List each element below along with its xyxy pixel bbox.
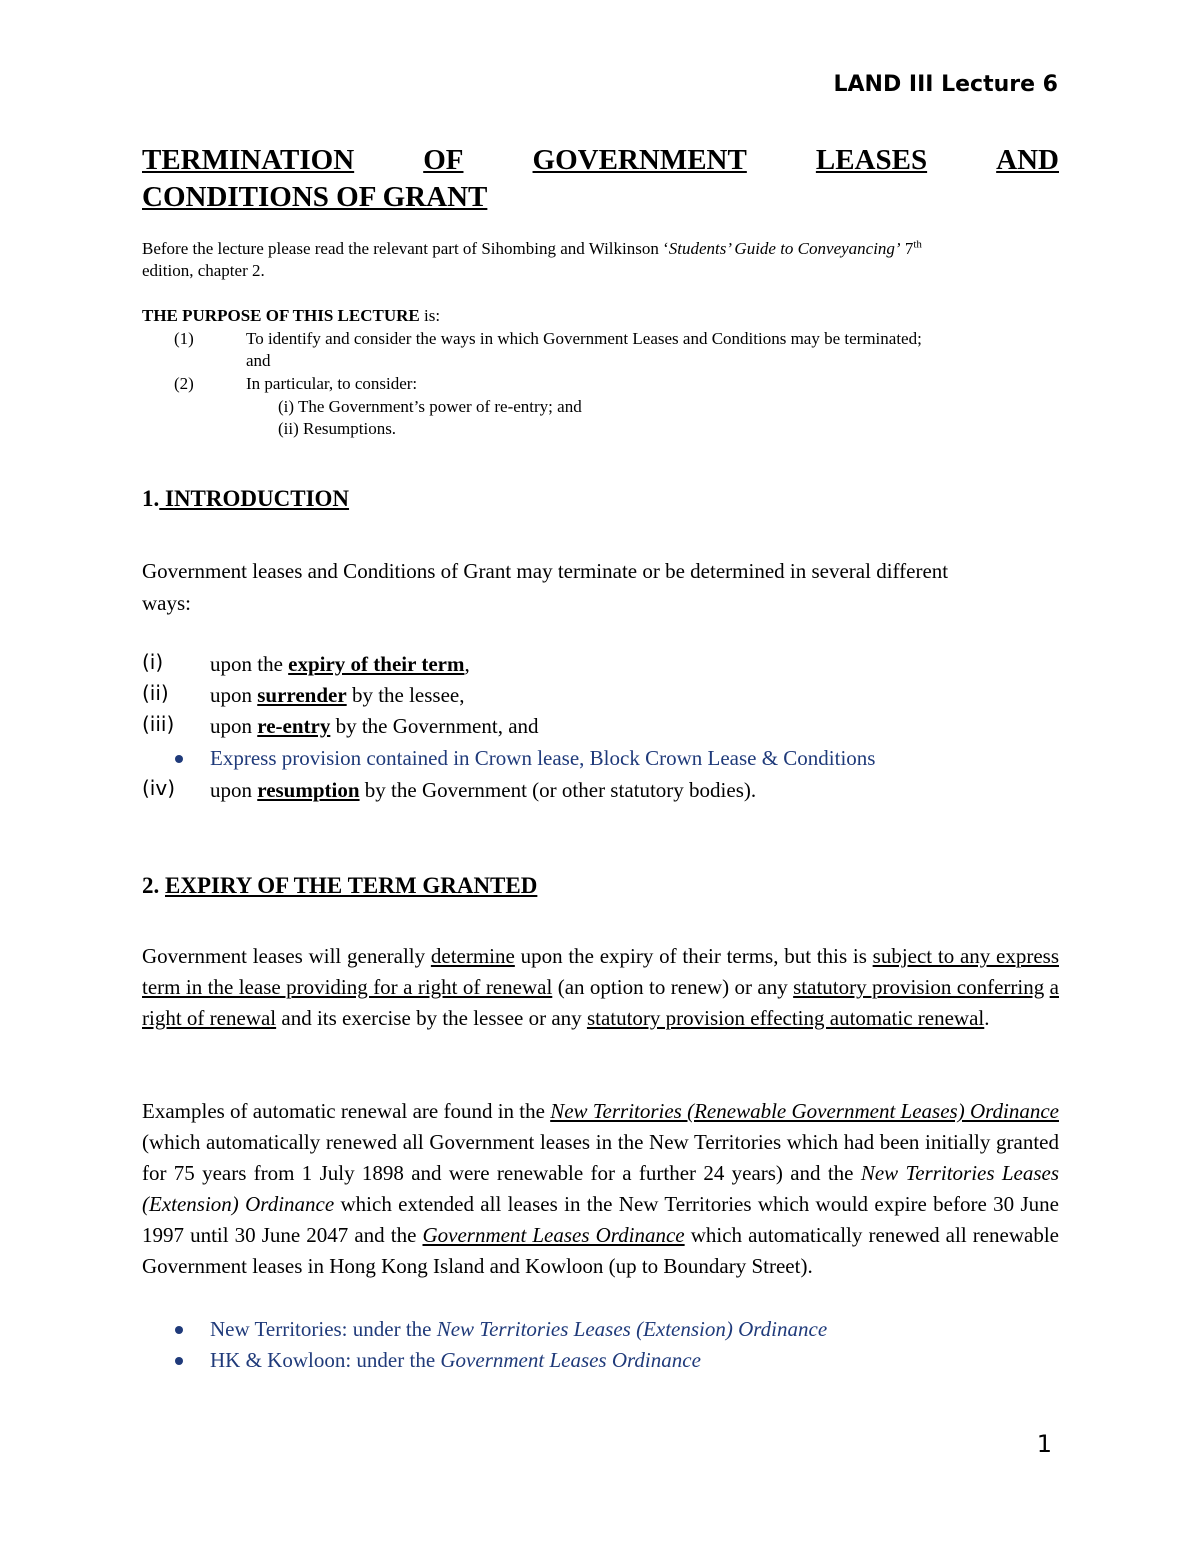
text-run: subject to any express term in the lease providing for a right of renewal	[142, 944, 1059, 999]
text-run: Government Leases Ordinance	[422, 1223, 685, 1247]
title-word: GOVERNMENT	[532, 144, 747, 176]
text-run: New Territories Leases (Extension) Ordinance	[142, 1161, 1059, 1216]
page-header: LAND III Lecture 6	[833, 72, 1058, 97]
list-item: upon resumption by the Government (or other statutory bodies).	[210, 778, 757, 802]
section-2-heading: 2. EXPIRY OF THE TERM GRANTED	[142, 873, 538, 898]
reading-note: Before the lecture please read the relevant part of Sihombing and Wilkinson ‘Students’ Guide to Conveyancing’ 7th edition, chapter 2.	[142, 238, 922, 280]
title-line-2: CONDITIONS OF GRANT	[142, 181, 488, 213]
bullet-item: Express provision contained in Crown lease, Block Crown Lease & Conditions	[210, 746, 876, 770]
list-item: upon surrender by the lessee,	[210, 683, 465, 707]
list-item: upon re-entry by the Government, and	[210, 714, 539, 738]
text-run: statutory provision conferring	[793, 975, 1045, 999]
text-run: determine	[430, 944, 515, 968]
title-word: OF	[423, 144, 464, 176]
text-run: Government leases will generally	[142, 944, 431, 968]
list-item: upon the expiry of their term,	[210, 652, 470, 676]
page-number: 1	[1036, 1430, 1052, 1458]
purpose-heading: THE PURPOSE OF THIS LECTURE is:	[142, 306, 441, 325]
list-num: (ii)	[142, 681, 169, 705]
text-run: New Territories (Renewable Government Leases) Ordinance	[550, 1099, 1059, 1123]
text-run: which extended all leases in the New Territories which would expire before 30 June 1997 until 30 June 2047 and the	[142, 1192, 1059, 1247]
book-title: Students’ Guide to Conveyancing’	[668, 239, 901, 258]
section-1-heading: 1. INTRODUCTION	[142, 486, 350, 511]
bullet-icon	[175, 1357, 183, 1365]
section-2-paragraph-1	[142, 941, 1059, 1034]
purpose-item-cont: and	[246, 351, 271, 370]
text-run: .	[984, 1006, 990, 1030]
text-run: which automatically renewed all renewable Government leases in Hong Kong Island and Kowloon (up to Boundary Street).	[142, 1223, 1059, 1278]
text-run: Examples of automatic renewal are found in the	[142, 1099, 551, 1123]
purpose-item-num: (2)	[174, 374, 194, 393]
section-1-intro-cont: ways:	[142, 591, 191, 615]
title-word: TERMINATION	[142, 144, 355, 176]
document-title	[142, 142, 1059, 216]
bullet-item: New Territories: under the New Territories Leases (Extension) Ordinance	[210, 1317, 828, 1341]
text-run: (an option to renew) or any	[552, 975, 794, 999]
bullet-icon	[175, 755, 183, 763]
bullet-icon	[175, 1326, 183, 1334]
purpose-item-text: To identify and consider the ways in which Government Leases and Conditions may be terminated;	[246, 329, 922, 348]
purpose-subitem: (ii) Resumptions.	[278, 419, 397, 438]
section-2-paragraph-2	[142, 1096, 1059, 1282]
text-run: and its exercise by the lessee or any	[276, 1006, 587, 1030]
list-num: (iii)	[142, 712, 175, 736]
title-line-1	[142, 142, 1059, 179]
bullet-item: HK & Kowloon: under the Government Leases Ordinance	[210, 1348, 701, 1372]
text-run: statutory provision effecting automatic renewal	[586, 1006, 985, 1030]
title-word: AND	[996, 144, 1059, 176]
title-word: LEASES	[815, 144, 928, 176]
purpose-subitem: (i) The Government’s power of re-entry; and	[278, 397, 582, 416]
purpose-item-num: (1)	[174, 329, 194, 348]
list-num: (i)	[142, 650, 164, 674]
section-1-intro: Government leases and Conditions of Grant may terminate or be determined in several different	[142, 559, 949, 583]
text-run: a right of renewal	[142, 975, 1059, 1030]
text-run: upon the expiry of their terms, but this is	[514, 944, 873, 968]
purpose-item-text: In particular, to consider:	[246, 374, 418, 393]
list-num: (iv)	[142, 776, 175, 800]
text-run: (which automatically renewed all Government leases in the New Territories which had been initially granted for 75 years from 1 July 1898 and were renewable for a further 24 years) and the	[142, 1130, 1059, 1185]
